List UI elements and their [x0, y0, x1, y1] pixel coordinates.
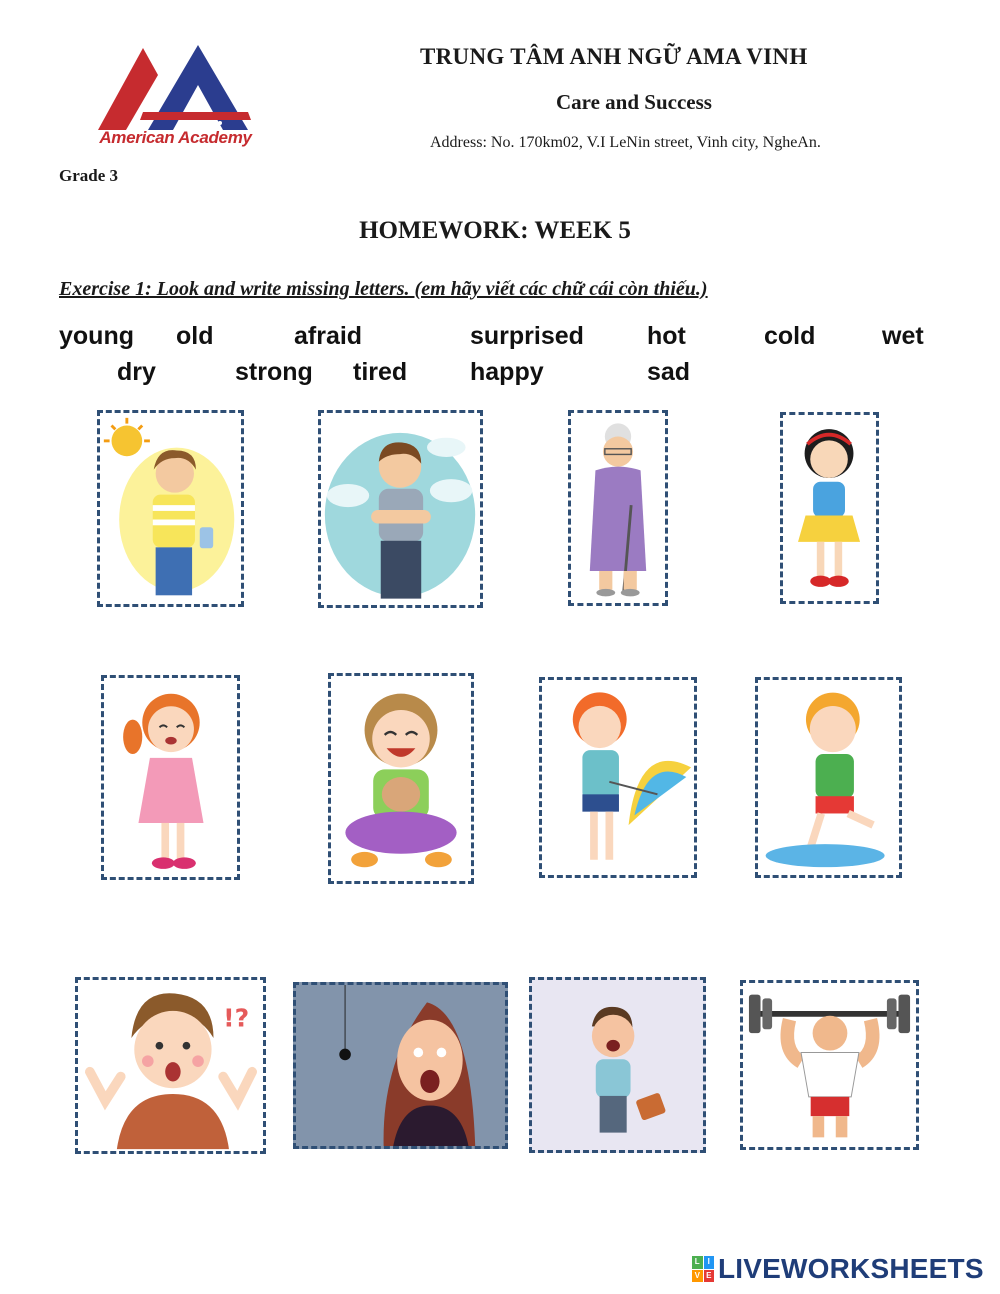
word-old: old	[176, 322, 214, 350]
logo-mark-icon	[88, 40, 258, 135]
word-happy: happy	[470, 358, 544, 386]
picture-card-young	[780, 412, 879, 604]
picture-card-cold	[318, 410, 483, 608]
tired-man-illustration	[532, 980, 703, 1150]
picture-card-afraid	[293, 982, 508, 1149]
liveworksheets-badge-icon: L I V E	[692, 1256, 714, 1282]
boy-puddle-illustration	[758, 680, 899, 875]
homework-title: HOMEWORK: WEEK 5	[359, 217, 631, 244]
liveworksheets-logo	[692, 1252, 984, 1286]
picture-card-tired	[529, 977, 706, 1153]
old-woman-illustration	[571, 413, 665, 603]
word-strong: strong	[235, 358, 313, 386]
liveworksheets-brand-text: LIVEWORKSHEETS	[718, 1253, 984, 1284]
word-hot: hot	[647, 322, 686, 350]
strong-man-illustration	[743, 983, 916, 1147]
slogan: Care and Success	[556, 90, 712, 114]
word-tired: tired	[353, 358, 408, 386]
word-sad: sad	[647, 358, 691, 386]
surprised-boy-illustration	[78, 980, 263, 1151]
picture-card-hot	[97, 410, 244, 607]
hot-boy-illustration	[100, 413, 241, 604]
girl-umbrella-illustration	[542, 680, 694, 875]
picture-card-strong	[740, 980, 919, 1150]
academy-logo	[88, 40, 258, 155]
cold-boy-illustration	[321, 413, 480, 605]
word-afraid: afraid	[294, 322, 363, 350]
address: Address: No. 170km02, V.I LeNin street, Vinh city, NgheAn.	[430, 134, 821, 151]
afraid-woman-illustration	[296, 985, 505, 1146]
picture-card-happy	[328, 673, 474, 884]
picture-card-sad	[101, 675, 240, 880]
exercise-instruction: Exercise 1: Look and write missing letters. (em hãy viết các chữ cái còn thiếu.)	[59, 278, 708, 300]
sad-girl-illustration	[104, 678, 237, 877]
picture-card-old	[568, 410, 668, 606]
picture-card-surprised	[75, 977, 266, 1154]
happy-girl-illustration	[331, 676, 471, 881]
word-dry: dry	[117, 358, 156, 386]
word-surprised: surprised	[470, 322, 584, 350]
young-girl-illustration	[783, 415, 876, 601]
center-name: TRUNG TÂM ANH NGỮ AMA VINH	[420, 44, 808, 69]
word-cold: cold	[764, 322, 816, 350]
picture-card-wet	[539, 677, 697, 878]
picture-card-wet-puddle	[755, 677, 902, 878]
word-young: young	[59, 322, 134, 350]
logo-text: American Academy	[99, 128, 252, 147]
svg-text:!?: !?	[223, 1003, 250, 1033]
word-wet: wet	[882, 322, 924, 350]
grade-label: Grade 3	[59, 166, 119, 185]
